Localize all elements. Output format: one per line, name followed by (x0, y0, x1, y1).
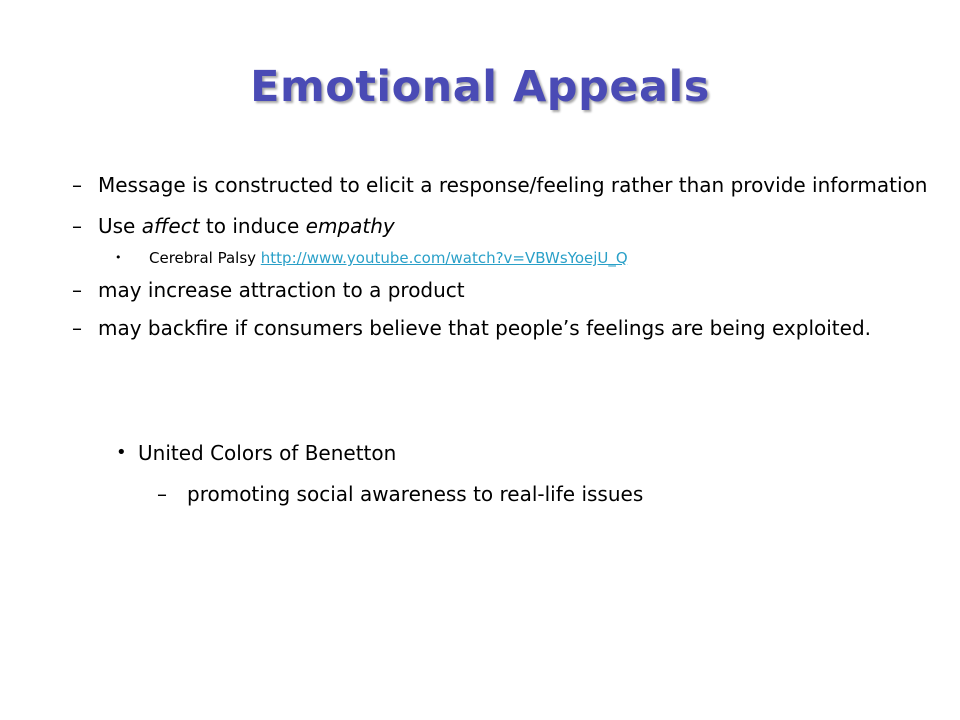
sub-item-label: Cerebral Palsy (149, 249, 261, 267)
content-list (72, 172, 932, 341)
list-item-backfire (72, 315, 932, 341)
list-item-message (72, 172, 932, 198)
dash-marker: – (72, 173, 82, 197)
list-item-attraction (72, 277, 932, 303)
dash-marker: – (72, 316, 82, 340)
list-item-text: may backfire if consumers believe that people’s feelings are being exploited. (98, 316, 871, 340)
youtube-link[interactable]: http://www.youtube.com/watch?v=VBWsYoejU_Q (260, 249, 628, 267)
list-item-text-part: to induce (199, 214, 306, 238)
list-item-affect (72, 213, 932, 239)
example-detail-item (157, 481, 916, 507)
list-item-text-part: Use (98, 214, 142, 238)
slide-title: Emotional Appeals (250, 62, 710, 112)
emphasis-affect: affect (141, 214, 200, 238)
list-item-text: may increase attraction to a product (98, 278, 465, 302)
bullet-marker: • (115, 251, 122, 264)
sub-list-item-cerebral-palsy (72, 248, 932, 268)
dash-marker: – (72, 214, 82, 238)
dash-marker: – (72, 278, 82, 302)
example-block (116, 440, 916, 507)
bullet-marker: • (116, 442, 127, 463)
list-item-text: Message is constructed to elicit a response/feeling rather than provide information (98, 173, 928, 197)
example-label: United Colors of Benetton (138, 441, 397, 465)
dash-marker: – (157, 482, 167, 506)
example-item-benetton (116, 440, 916, 466)
example-detail-text: promoting social awareness to real-life issues (187, 482, 644, 506)
emphasis-empathy: empathy (305, 214, 395, 238)
